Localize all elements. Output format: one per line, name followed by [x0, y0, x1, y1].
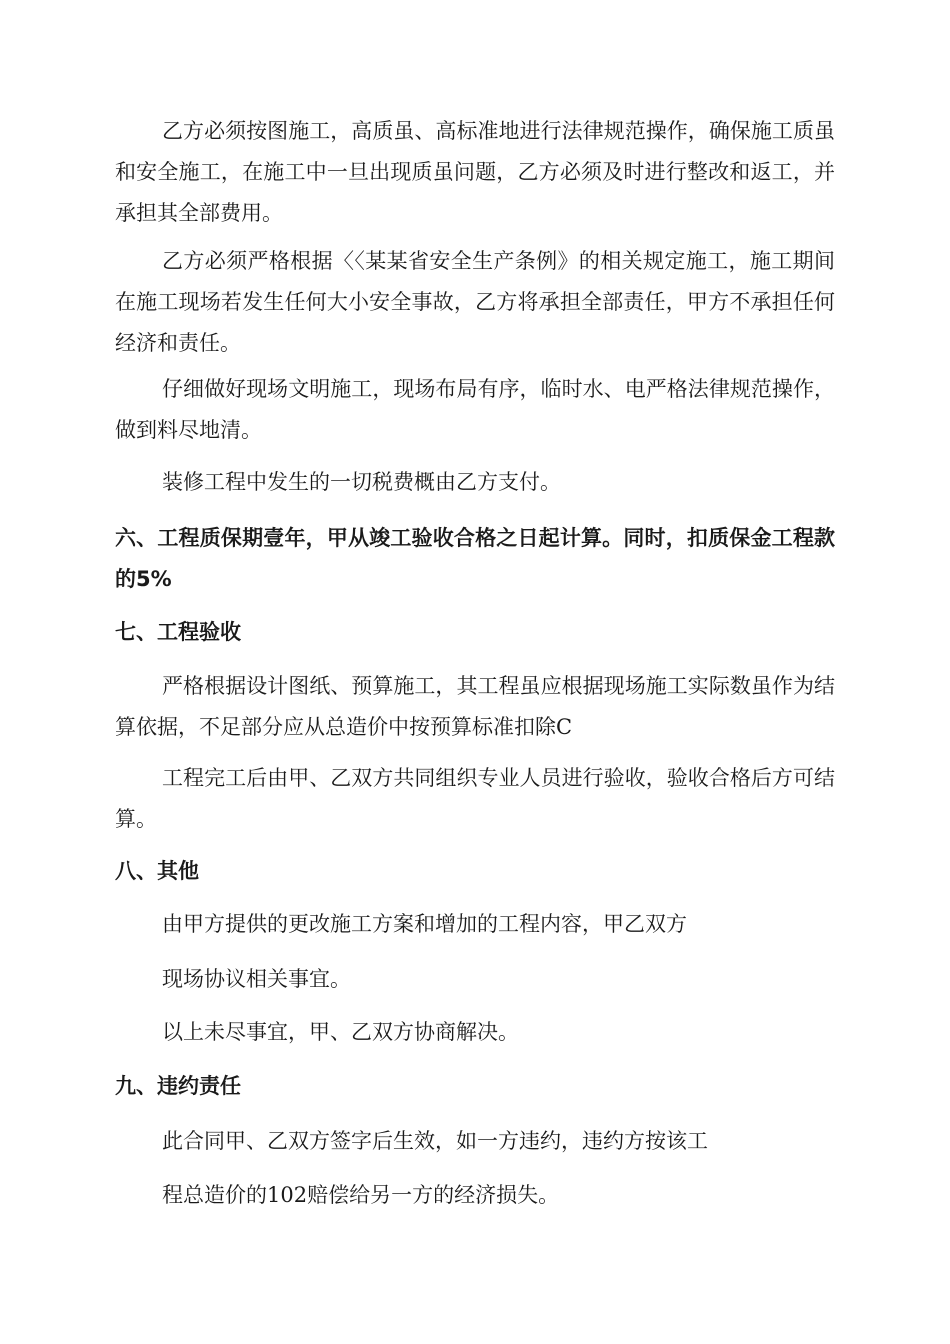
paragraph-breach-line1: 此合同甲、乙双方签字后生效，如一方违约，违约方按该工: [162, 1129, 708, 1153]
paragraph-settlement-basis: 严格根据设计图纸、预算施工，其工程虽应根据现场施工实际数虽作为结算依据，不足部分应从总造价中按预算标准扣除C: [115, 674, 835, 739]
heading-other: 八、其他: [115, 859, 199, 883]
heading-warranty-period: 六、工程质保期壹年，甲从竣工验收合格之日起计算。同时，扣质保金工程款的5%: [115, 526, 835, 591]
paragraph-construction-quality: 乙方必须按图施工，高质虽、高标准地进行法律规范操作，确保施工质虽和安全施工，在施工中一旦出现质虽问题，乙方必须及时进行整改和返工，并承担其全部费用。: [115, 119, 835, 225]
paragraph-civilized-construction: 仔细做好现场文明施工，现场布局有序，临时水、电严格法律规范操作，做到料尽地清。: [115, 377, 835, 442]
paragraph-breach-line2: 程总造价的102赔偿给另一方的经济损失。: [162, 1183, 560, 1207]
paragraph-unresolved-matters: 以上未尽事宜，甲、乙双方协商解决。: [162, 1020, 519, 1044]
paragraph-changes-line2: 现场协议相关事宜。: [162, 967, 351, 991]
heading-acceptance: 七、工程验收: [115, 620, 241, 644]
heading-breach-liability: 九、违约责任: [115, 1074, 241, 1098]
paragraph-taxes: 装修工程中发生的一切税费概由乙方支付。: [162, 470, 561, 494]
paragraph-safety-regulations: 乙方必须严格根据〈〈某某省安全生产条例》的相关规定施工，施工期间在施工现场若发生任何大小安全事故，乙方将承担全部责任，甲方不承担任何经济和责任。: [115, 249, 835, 355]
paragraph-acceptance-procedure: 工程完工后由甲、乙双方共同组织专业人员进行验收，验收合格后方可结算。: [115, 766, 835, 831]
paragraph-changes-line1: 由甲方提供的更改施工方案和增加的工程内容，甲乙双方: [162, 912, 687, 936]
